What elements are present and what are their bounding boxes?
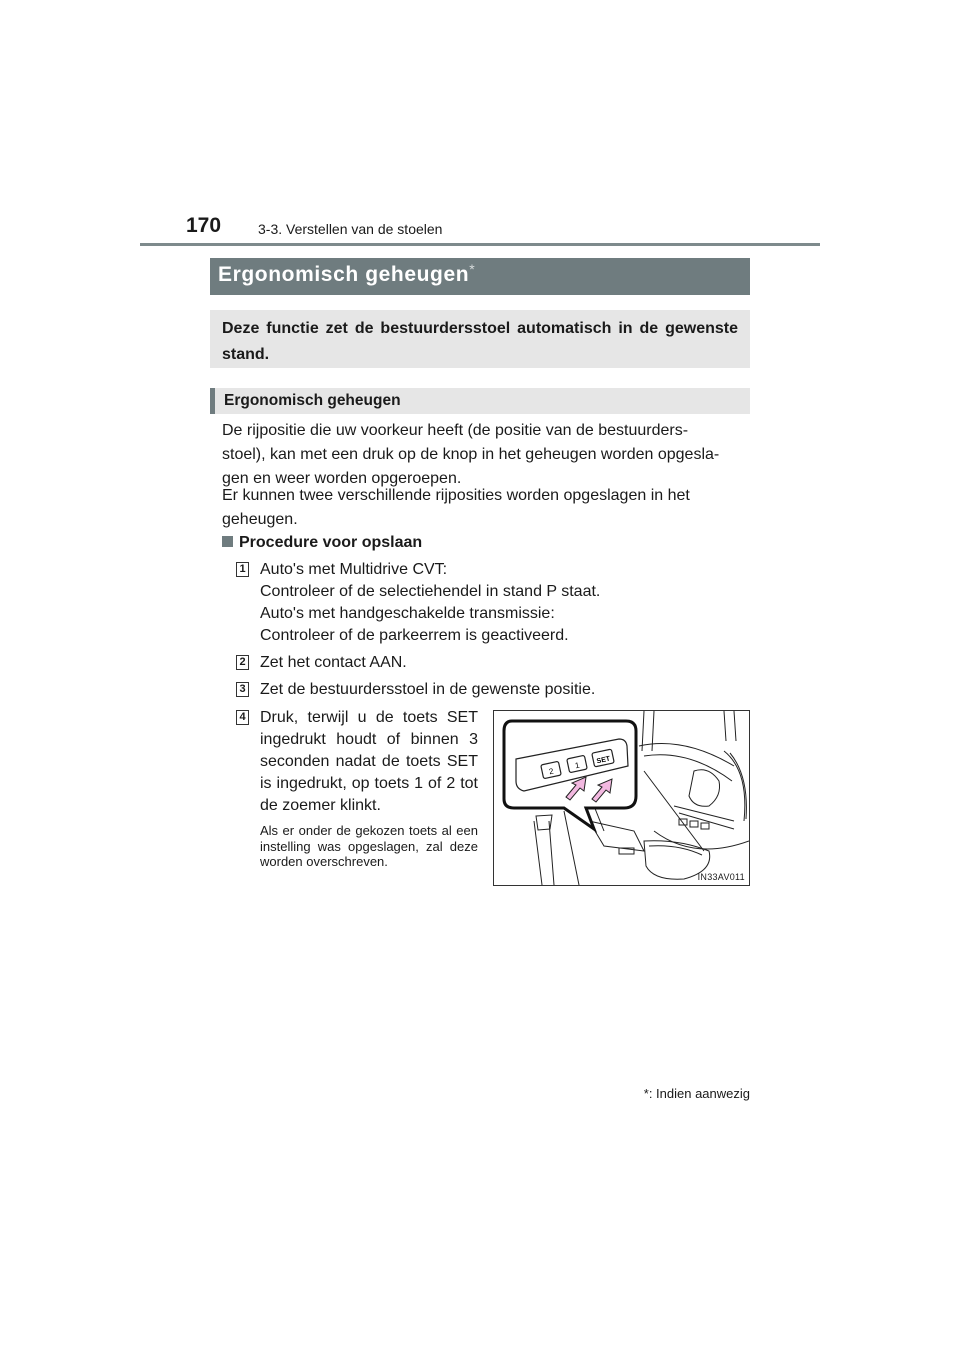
step-number-2: 2 [236,655,249,670]
step-3-text: Zet de bestuurdersstoel in de gewenste positie. [260,681,596,698]
footnote: *: Indien aanwezig [643,1086,750,1101]
svg-text:1: 1 [574,760,581,771]
svg-text:2: 2 [548,766,555,777]
step-number-4: 4 [236,710,249,725]
paragraph-1: De rijpositie die uw voorkeur heeft (de positie van de bestuurders- stoel), kan met een druk op de knop in het geheugen worden opgesla- gen en weer worden opgeroepen. [222,422,720,487]
step-number-3: 3 [236,682,249,697]
chapter-title: 3-3. Verstellen van de stoelen [258,221,443,237]
figure-code: IN33AV011 [697,872,745,882]
subsection-accent [210,388,215,414]
memory-button-2 [541,761,562,778]
header-rule [140,243,820,246]
optional-marker: * [469,261,476,277]
memory-button-1 [567,755,588,772]
step-1-text: Auto's met Multidrive CVT: Controleer of de selectiehendel in stand P staat. Auto's met handgeschakelde transmissie: Controleer of de parkeerrem is geactiveerd. [260,561,601,644]
step-number-1: 1 [236,562,249,577]
subsection-title: Ergonomisch geheugen [224,392,401,409]
memory-buttons-illustration [493,710,750,886]
section-title: Ergonomisch geheugen* [218,261,476,286]
step-4-note: Als er onder de gekozen toets al een instelling was opgeslagen, zal deze worden overschreven. [260,823,478,869]
page-number: 170 [186,214,222,237]
step-2-text: Zet het contact AAN. [260,654,407,671]
section-title-bar [210,258,750,295]
paragraph-2: Er kunnen twee verschillende rijposities worden opgeslagen in het geheugen. [222,487,690,528]
square-bullet-icon [222,536,233,547]
intro-box: Deze functie zet de bestuurdersstoel automatisch in de gewenste stand. [210,310,750,368]
svg-text:SET: SET [596,755,611,766]
procedure-heading: Procedure voor opslaan [222,534,422,552]
step-4-text: Druk, terwijl u de toets SET ingedrukt houdt of binnen 3 seconden nadat de toets SET is ingedrukt, op toets 1 of 2 tot de zoemer klinkt. [260,709,478,814]
subsection-bar [210,388,750,414]
door-panel-drawing [494,711,749,885]
